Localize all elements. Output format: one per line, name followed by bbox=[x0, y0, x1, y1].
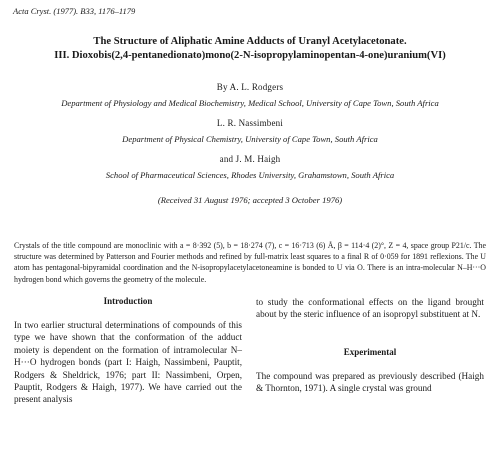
affiliation-nassimbeni: Department of Physical Chemistry, University of Cape Town, South Africa bbox=[122, 134, 378, 144]
right-column bbox=[256, 296, 484, 395]
introduction-continuation: to study the conformational effects on the ligand brought about by the steric influence of an isopropyl substituent at N. bbox=[256, 297, 484, 320]
paper-title bbox=[14, 35, 486, 63]
received-dates: (Received 31 August 1976; accepted 3 October 1976) bbox=[157, 195, 343, 205]
author-haigh: and J. M. Haigh bbox=[219, 154, 281, 164]
left-column bbox=[14, 296, 242, 406]
author-nassimbeni: L. R. Nassimbeni bbox=[216, 118, 284, 128]
experimental-text: The compound was prepared as previously described (Haigh & Thornton, 1971). A single crystal was ground bbox=[256, 370, 484, 394]
author-rodgers: By A. L. Rodgers bbox=[216, 82, 284, 92]
introduction-text: In two earlier structural determinations of compounds of this type we have shown that the conformation of the adduct moiety is dependent on the formation of intramolecular N–H···O hydrogen bonds (part I: Haigh, Nassimbeni, Pauptit, Rodgers & Sheldrick, 1976; part II: Nassimbeni, Orpen, Pauptit, Rodgers & Haigh, 1977). We have carried out the present analysis bbox=[14, 320, 242, 405]
affiliation-rodgers: Department of Physiology and Medical Biochemistry, Medical School, University of Cape Town, South Africa bbox=[61, 98, 439, 108]
abstract: Crystals of the title compound are monoclinic with a = 8·392 (5), b = 18·274 (7), c = 16·713 (6) Å, β = 114·4 (2)°, Z = 4, space group P21/c. The structure was determined by Patterson and Fourier methods and refined by full-matrix least squares to a final R of 0·059 for 1891 reflexions. The U atom has pentagonal-bipyramidal coordination and the N-isopropylacetylacetoneamine is bonded to U via O. There is an intra-molecular N–H···O hydrogen bond which governs the geometry of the molecule. bbox=[14, 241, 486, 284]
affiliation-haigh: School of Pharmaceutical Sciences, Rhodes University, Grahamstown, South Africa bbox=[105, 170, 395, 180]
introduction-heading: Introduction bbox=[103, 296, 153, 306]
journal-reference: Acta Cryst. (1977). B33, 1176–1179 bbox=[13, 6, 136, 16]
title-line-1: The Structure of Aliphatic Amine Adducts of Uranyl Acetylacetonate. bbox=[93, 36, 407, 47]
experimental-heading: Experimental bbox=[343, 346, 397, 357]
title-line-2: III. Dioxobis(2,4-pentanedionato)mono(2-N-isopropylaminopentan-4-one)uranium(VI) bbox=[54, 50, 446, 61]
